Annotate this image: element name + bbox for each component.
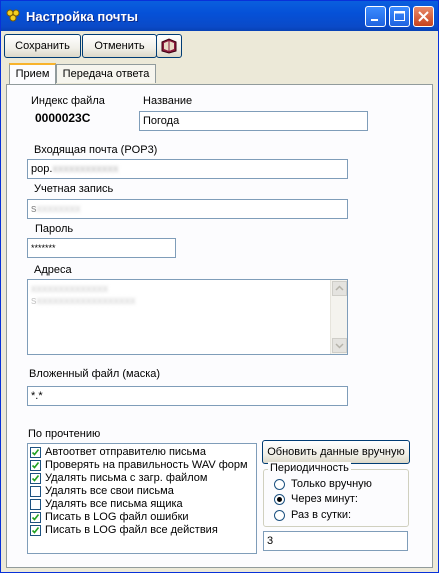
- radio-label: Раз в сутки:: [291, 509, 352, 521]
- radio-label: Через минут:: [291, 493, 358, 505]
- scroll-down-button[interactable]: [332, 338, 347, 353]
- check-icon: [31, 526, 40, 535]
- attachment-label: Вложенный файл (маска): [29, 368, 161, 380]
- addresses-scrollbar[interactable]: [330, 280, 347, 354]
- tab-panel-receive: [6, 84, 433, 568]
- checklist-item-label: Проверять на правильность WAV форм: [45, 459, 248, 471]
- check-icon: [31, 474, 40, 483]
- incoming-mail-value: pop.: [31, 163, 53, 175]
- radio-button[interactable]: [274, 510, 285, 521]
- radio-button[interactable]: [274, 479, 285, 490]
- periodicity-label: Периодичность: [270, 462, 349, 474]
- window-title: Настройка почты: [26, 9, 138, 24]
- tab-reply[interactable]: Передача ответа: [56, 64, 156, 83]
- checklist-item-label: Автоответ отправителю письма: [45, 446, 206, 458]
- checklist-item-label: Удалять все свои письма: [45, 485, 174, 497]
- name-label: Название: [143, 95, 193, 107]
- addresses-line: xxxxxxxxxxxxxx: [31, 283, 108, 295]
- checkbox-checked[interactable]: [30, 460, 41, 471]
- addresses-textarea[interactable]: [27, 279, 348, 355]
- checklist-item-label: Удалять все письма ящика: [45, 498, 183, 510]
- on-read-checklist: [27, 443, 257, 554]
- on-read-label: По прочтению: [28, 428, 101, 440]
- toolbar: [4, 34, 434, 60]
- file-index-value: 0000023C: [35, 111, 91, 125]
- check-icon: [31, 513, 40, 522]
- maximize-button[interactable]: [389, 6, 410, 27]
- checkbox-checked[interactable]: [30, 473, 41, 484]
- scroll-down-icon: [333, 339, 346, 352]
- tab-strip: [4, 64, 434, 84]
- title-bar[interactable]: [1, 1, 438, 31]
- addresses-line: sxxxxxxxxxxxxxxxxxx: [31, 295, 136, 307]
- redacted-text: xxxxxxxx: [36, 203, 81, 215]
- check-icon: [31, 461, 40, 470]
- addresses-label: Адреса: [34, 264, 72, 276]
- account-value: s: [31, 203, 37, 215]
- update-manually-button[interactable]: Обновить данные вручную: [262, 440, 410, 464]
- check-icon: [31, 448, 40, 457]
- checklist-item-label: Писать в LOG файл все действия: [45, 524, 218, 536]
- checkbox-checked[interactable]: [30, 447, 41, 458]
- close-icon: [414, 7, 433, 26]
- tab-receive[interactable]: Прием: [9, 63, 56, 84]
- checkbox-unchecked[interactable]: [30, 486, 41, 497]
- incoming-mail-field[interactable]: [27, 159, 348, 179]
- attachment-field[interactable]: *.*: [27, 386, 348, 406]
- checklist-item-label: Удалять письма с загр. файлом: [45, 472, 208, 484]
- app-icon: [6, 8, 20, 22]
- password-field[interactable]: *******: [27, 238, 176, 258]
- save-button[interactable]: Сохранить: [4, 34, 81, 58]
- password-label: Пароль: [35, 223, 74, 235]
- account-field[interactable]: [27, 199, 348, 219]
- scroll-up-icon: [333, 282, 346, 295]
- redacted-text: xxxxxxxxxxxx: [52, 163, 119, 175]
- radio-button-selected[interactable]: [274, 494, 285, 505]
- minimize-icon: [366, 7, 385, 26]
- incoming-mail-label: Входящая почта (POP3): [34, 144, 158, 156]
- cancel-button[interactable]: Отменить: [82, 34, 157, 58]
- file-index-label: Индекс файла: [31, 95, 105, 107]
- book-icon: [160, 38, 178, 54]
- checkbox-unchecked[interactable]: [30, 499, 41, 510]
- maximize-icon: [390, 7, 409, 26]
- checkbox-checked[interactable]: [30, 512, 41, 523]
- account-label: Учетная запись: [34, 183, 114, 195]
- checklist-item-label: Писать в LOG файл ошибки: [45, 511, 189, 523]
- minimize-button[interactable]: [365, 6, 386, 27]
- scroll-up-button[interactable]: [332, 281, 347, 296]
- checkbox-checked[interactable]: [30, 525, 41, 536]
- periodicity-group: [263, 462, 409, 527]
- periodicity-value-field[interactable]: 3: [263, 531, 408, 551]
- name-field[interactable]: Погода: [139, 111, 368, 131]
- radio-label: Только вручную: [291, 478, 372, 490]
- help-button[interactable]: [156, 34, 182, 58]
- close-button[interactable]: [413, 6, 434, 27]
